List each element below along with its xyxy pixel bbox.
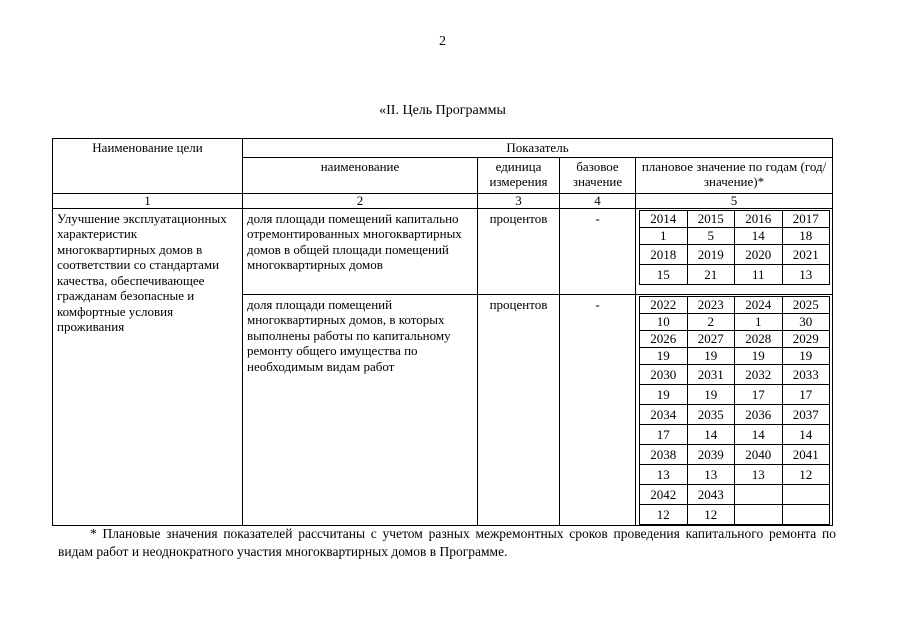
plan-year: 2034 bbox=[640, 404, 688, 424]
plan-year: 2031 bbox=[687, 364, 735, 384]
plan-year: 2027 bbox=[687, 330, 735, 347]
plan-value: 19 bbox=[640, 347, 688, 364]
plan-year: 2043 bbox=[687, 484, 735, 504]
plan-value: 1 bbox=[735, 313, 783, 330]
plan-value: 19 bbox=[687, 384, 735, 404]
plan-year: 2030 bbox=[640, 364, 688, 384]
col-number-3: 3 bbox=[478, 193, 560, 208]
col-number-1: 1 bbox=[53, 193, 243, 208]
indicator-2-name: доля площади помещений многоквартирных домов, в которых выполнены работы по капитальному ремонту общего имущества по необходимым видам работ bbox=[243, 294, 478, 525]
plan-year: 2040 bbox=[735, 444, 783, 464]
plan-value: 14 bbox=[735, 424, 783, 444]
plan-value: 14 bbox=[687, 424, 735, 444]
indicator-1-name: доля площади помещений капитально отремонтированных многоквартирных домов в общей площади помещений многоквартирных домов bbox=[243, 208, 478, 294]
plan-value: 30 bbox=[782, 313, 830, 330]
plan-value: 19 bbox=[687, 347, 735, 364]
plan-year: 2023 bbox=[687, 296, 735, 313]
plan-empty bbox=[735, 504, 783, 524]
plan-value: 14 bbox=[735, 227, 783, 244]
plan-value: 13 bbox=[735, 464, 783, 484]
indicator-1-plan bbox=[636, 208, 833, 294]
plan-year: 2015 bbox=[687, 210, 735, 227]
plan-value: 18 bbox=[782, 227, 830, 244]
plan-year: 2028 bbox=[735, 330, 783, 347]
plan-value: 19 bbox=[640, 384, 688, 404]
plan-value: 19 bbox=[735, 347, 783, 364]
plan-value: 17 bbox=[735, 384, 783, 404]
section-title: «II. Цель Программы bbox=[379, 103, 506, 118]
plan-year: 2039 bbox=[687, 444, 735, 464]
plan-value: 1 bbox=[640, 227, 688, 244]
plan-year: 2037 bbox=[782, 404, 830, 424]
plan-value: 15 bbox=[640, 264, 688, 284]
plan-empty bbox=[782, 504, 830, 524]
plan-year: 2036 bbox=[735, 404, 783, 424]
plan-empty bbox=[735, 484, 783, 504]
plan-year: 2038 bbox=[640, 444, 688, 464]
indicator-1-base: - bbox=[560, 208, 636, 294]
plan-year: 2041 bbox=[782, 444, 830, 464]
plan-value: 13 bbox=[782, 264, 830, 284]
header-unit: единица измерения bbox=[478, 157, 560, 193]
plan-grid-1 bbox=[639, 210, 830, 285]
plan-year: 2016 bbox=[735, 210, 783, 227]
indicator-2-unit: процентов bbox=[478, 294, 560, 525]
plan-year: 2020 bbox=[735, 244, 783, 264]
plan-year: 2042 bbox=[640, 484, 688, 504]
plan-value: 11 bbox=[735, 264, 783, 284]
plan-value: 12 bbox=[687, 504, 735, 524]
plan-value: 12 bbox=[640, 504, 688, 524]
plan-year: 2018 bbox=[640, 244, 688, 264]
plan-year: 2035 bbox=[687, 404, 735, 424]
plan-grid-2 bbox=[639, 296, 830, 525]
plan-year: 2029 bbox=[782, 330, 830, 347]
col-number-2: 2 bbox=[243, 193, 478, 208]
col-number-4: 4 bbox=[560, 193, 636, 208]
plan-value: 13 bbox=[640, 464, 688, 484]
plan-year: 2026 bbox=[640, 330, 688, 347]
header-indicator: Показатель bbox=[243, 139, 833, 158]
plan-year: 2033 bbox=[782, 364, 830, 384]
plan-year: 2014 bbox=[640, 210, 688, 227]
plan-value: 21 bbox=[687, 264, 735, 284]
plan-year: 2024 bbox=[735, 296, 783, 313]
plan-value: 14 bbox=[782, 424, 830, 444]
plan-value: 10 bbox=[640, 313, 688, 330]
plan-value: 2 bbox=[687, 313, 735, 330]
plan-value: 19 bbox=[782, 347, 830, 364]
plan-year: 2017 bbox=[782, 210, 830, 227]
header-base: базовое значение bbox=[560, 157, 636, 193]
footnote: * Плановые значения показателей рассчитаны с учетом разных межремонтных сроков проведения капитального ремонта по видам работ и неоднократного участия многоквартирных домов в Программе. bbox=[58, 526, 836, 559]
plan-value: 13 bbox=[687, 464, 735, 484]
indicator-2-plan bbox=[636, 294, 833, 525]
header-goal-name: Наименование цели bbox=[53, 139, 243, 194]
plan-value: 5 bbox=[687, 227, 735, 244]
plan-year: 2021 bbox=[782, 244, 830, 264]
goal-text: Улучшение эксплуатационных характеристик многоквартирных домов в соответствии со стандартами качества, обеспечивающее гражданам безопасные и комфортные условия проживания bbox=[53, 208, 243, 525]
plan-year: 2032 bbox=[735, 364, 783, 384]
goal-table bbox=[52, 138, 833, 526]
plan-value: 17 bbox=[640, 424, 688, 444]
plan-year: 2019 bbox=[687, 244, 735, 264]
indicator-2-base: - bbox=[560, 294, 636, 525]
plan-year: 2025 bbox=[782, 296, 830, 313]
page-number: 2 bbox=[439, 34, 446, 49]
plan-empty bbox=[782, 484, 830, 504]
header-planned: плановое значение по годам (год/значение)* bbox=[636, 157, 833, 193]
plan-year: 2022 bbox=[640, 296, 688, 313]
col-number-5: 5 bbox=[636, 193, 833, 208]
indicator-1-unit: процентов bbox=[478, 208, 560, 294]
plan-value: 12 bbox=[782, 464, 830, 484]
plan-value: 17 bbox=[782, 384, 830, 404]
header-name: наименование bbox=[243, 157, 478, 193]
